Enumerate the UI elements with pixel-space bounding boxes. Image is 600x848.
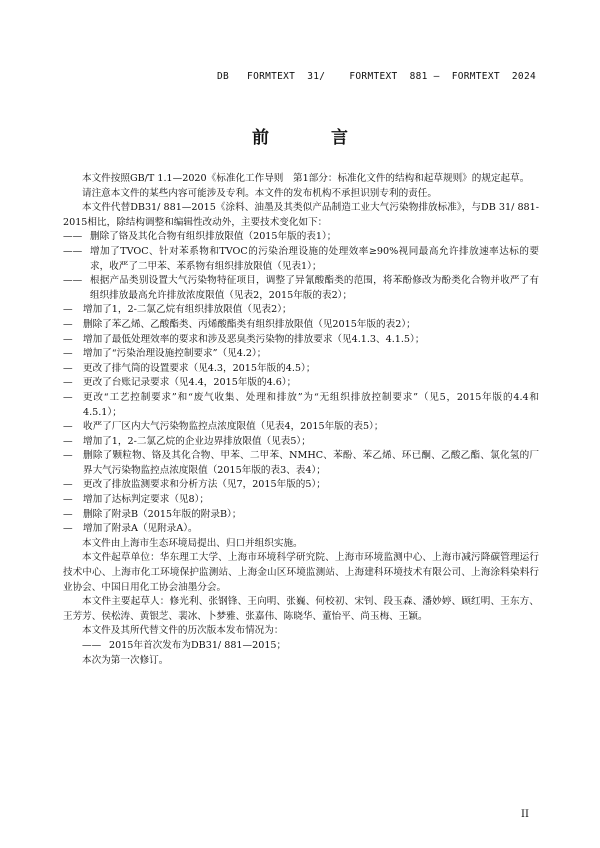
- document-body: [63, 172, 539, 668]
- list-item-text: 更改“工艺控制要求”和“废气收集、处理和排放”为“无组织排放控制要求”（见5，2015年版的4.4和4.5.1）；: [83, 391, 539, 418]
- list-dash: —: [63, 391, 73, 403]
- list-dash: —: [63, 421, 73, 433]
- list-item-text: 增加了最低处理效率的要求和涉及恶臭类污染物的排放要求（见4.1.3、4.1.5）；: [83, 333, 425, 345]
- list-item: [63, 508, 539, 523]
- drafting-units: 本文件起草单位：华东理工大学、上海市环境科学研究院、上海市环境监测中心、上海市减污降碳管理运行技术中心、上海市化工环境保护监测站、上海金山区环境监测站、上海建科环境技术有限公司、上海涂料染料行业协会、中国日用化工协会油墨分会。: [63, 552, 539, 593]
- list-item-text: 增加了“污染治理设施控制要求”（见4.2）；: [83, 348, 267, 360]
- list-item: [63, 245, 539, 274]
- list-dash: ——: [63, 245, 83, 257]
- intro-paragraph: 本文件按照GB/T 1.1—2020《标准化工作导则 第1部分：标准化文件的结构和起草规则》的规定起草。: [82, 173, 530, 184]
- page-number: II: [521, 809, 529, 820]
- list-dash: —: [63, 523, 73, 535]
- list-item: [63, 478, 539, 493]
- list-item: [63, 376, 539, 391]
- list-dash: —: [63, 348, 73, 360]
- intro-paragraph: 请注意本文件的某些内容可能涉及专利。本文件的发布机构不承担识别专利的责任。: [82, 187, 437, 199]
- revision-note: 本次为第一次修订。: [82, 654, 169, 666]
- list-item-text: 删除了附录B（2015年版的附录B）；: [83, 508, 242, 520]
- history-text: 2015年首次发布为DB31/ 881—2015；: [109, 640, 287, 651]
- page-title: 前 言: [252, 128, 376, 148]
- list-dash: —: [63, 377, 73, 389]
- list-item: [63, 493, 539, 508]
- list-dash: —: [63, 304, 73, 316]
- document-header: DB FORMTEXT 31/ FORMTEXT 881 — FORMTEXT 2024: [216, 71, 536, 82]
- list-dash: —: [63, 333, 73, 345]
- list-item: [63, 318, 539, 333]
- list-item-text: 更改了台账记录要求（见4.4，2015年版的4.6）；: [83, 377, 297, 389]
- list-item-text: 删除了铬及其化合物有组织排放限值（2015年版的表1）；: [90, 231, 337, 243]
- list-item-text: 增加了1，2-二氯乙烷的企业边界排放限值（见表5）；: [83, 435, 311, 447]
- list-item-text: 增加了达标判定要求（见8）；: [83, 494, 210, 506]
- list-item-text: 更改了排气筒的设置要求（见4.3，2015年版的4.5）；: [83, 362, 316, 374]
- list-item: [63, 347, 539, 362]
- list-item: [63, 333, 539, 348]
- list-item-text: 增加了TVOC、针对苯系物和TVOC的污染治理设施的处理效率≥90%视同最高允许排放速率达标的要求，收严了二甲苯、苯系物有组织排放限值（见表1）；: [90, 245, 539, 272]
- list-dash: —: [63, 508, 73, 520]
- list-item-text: 增加了1，2-二氯乙烷有组织排放限值（见表2）；: [83, 304, 292, 316]
- list-dash: —: [63, 362, 73, 374]
- list-dash: ——: [82, 640, 102, 651]
- history-item: [63, 639, 539, 654]
- list-item-text: 删除了颗粒物、铬及其化合物、甲苯、二甲苯、NMHC、苯酚、苯乙烯、环已酮、乙酸乙酯、氯化氢的厂界大气污染物监控点浓度限值（2015年版的表3、表4）；: [83, 450, 539, 476]
- list-item-text: 删除了苯乙烯、乙酸酯类、丙烯酸酯类有组织排放限值（见2015年版的表2）；: [83, 318, 416, 330]
- list-item: [63, 274, 539, 303]
- list-item: [63, 522, 539, 537]
- list-item: [63, 230, 539, 245]
- intro-paragraph: 本文件代替DB31/ 881—2015《涂料、油墨及其类似产品制造工业大气污染物排放标准》，与DB 31/ 881-2015相比，除结构调整和编辑性改动外，主要技术变化如下：: [63, 202, 539, 228]
- list-item: [63, 420, 539, 435]
- list-dash: ——: [63, 231, 83, 243]
- list-item: [63, 391, 539, 420]
- list-dash: —: [63, 479, 73, 491]
- list-item: [63, 449, 539, 478]
- list-item-text: 收严了厂区内大气污染物监控点浓度限值（见表4，2015年版的表5）；: [83, 421, 384, 433]
- list-dash: —: [63, 494, 73, 506]
- changes-list: [63, 230, 539, 536]
- list-dash: —: [63, 435, 73, 447]
- list-dash: —: [63, 318, 73, 330]
- list-item: [63, 303, 539, 318]
- history-intro: 本文件及其所代替文件的历次版本发布情况为：: [82, 625, 284, 637]
- closing-paragraph: 本文件由上海市生态环境局提出、归口并组织实施。: [82, 537, 303, 549]
- list-item-text: 增加了附录A（见附录A）。: [83, 523, 198, 535]
- list-dash: —: [63, 450, 73, 462]
- list-dash: ——: [63, 275, 83, 287]
- list-item: [63, 435, 539, 450]
- list-item: [63, 362, 539, 377]
- drafters: 本文件主要起草人：修光利、张钢锋、王向明、张巍、何校初、宋钊、段玉森、潘妙婷、顾红明、王东方、王芳芳、侯松涛、黄银芝、裴冰、卜梦雅、张嘉伟、陈晓华、董怡平、尚玉梅、王颖。: [63, 596, 539, 622]
- list-item-text: 根据产品类别设置大气污染物特征项目，调整了异氰酸酯类的范围，将苯酚修改为酚类化合物并收严了有组织排放最高允许排放浓度限值（见表2，2015年版的表2）；: [90, 275, 539, 301]
- list-item-text: 更改了排放监测要求和分析方法（见7，2015年版的5）；: [83, 479, 326, 491]
